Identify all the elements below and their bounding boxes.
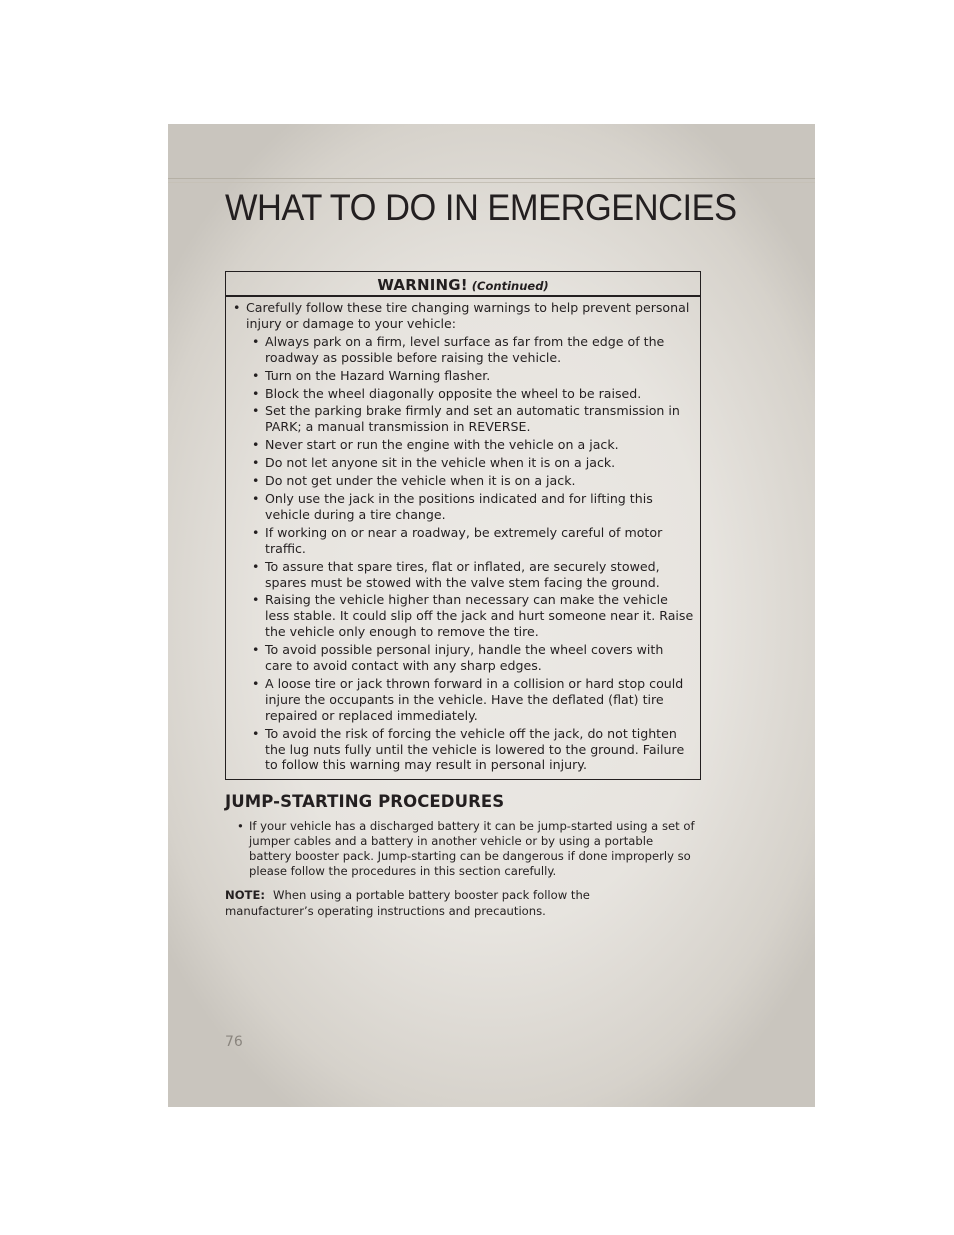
warning-item: • A loose tire or jack thrown forward in a collision or hard stop could injure the occupants in the vehicle. Have the deflated (flat) tire repaired or replaced immediately. (252, 676, 694, 724)
section-heading: JUMP-STARTING PROCEDURES (225, 792, 505, 811)
warning-header (226, 272, 700, 297)
warning-item: • Do not let anyone sit in the vehicle when it is on a jack. (252, 455, 694, 471)
warning-item: • Do not get under the vehicle when it is on a jack. (252, 473, 694, 489)
warning-item: • If working on or near a roadway, be extremely careful of motor traffic. (252, 525, 694, 557)
section-bullet-list (237, 819, 697, 879)
page-number: 76 (225, 1034, 243, 1050)
manual-page (168, 124, 815, 1107)
note-label: NOTE: (225, 888, 266, 902)
warning-item: • Never start or run the engine with the vehicle on a jack. (252, 437, 694, 453)
warning-item: • Raising the vehicle higher than necessary can make the vehicle less stable. It could slip off the jack and hurt someone near it. Raise the vehicle only enough to remove the tire. (252, 592, 694, 640)
warning-item: • Always park on a firm, level surface as far from the edge of the roadway as possible before raising the vehicle. (252, 334, 694, 366)
warning-intro-item (233, 300, 694, 773)
warning-item: • Only use the jack in the positions indicated and for lifting this vehicle during a tire change. (252, 491, 694, 523)
warning-body (226, 297, 700, 773)
header-rule-top (168, 178, 815, 179)
section-bullet: • If your vehicle has a discharged battery it can be jump-started using a set of jumper cables and a battery in another vehicle or by using a portable battery booster pack. Jump-starting can be dangerous if done improperly so please follow the procedures in this section carefully. (237, 819, 697, 879)
warning-continued-label: (Continued) (471, 279, 549, 293)
note-paragraph (225, 887, 655, 919)
warning-item: • Set the parking brake firmly and set an automatic transmission in PARK; a manual transmission in REVERSE. (252, 403, 694, 435)
warning-item: • To assure that spare tires, flat or inflated, are securely stowed, spares must be stowed with the valve stem facing the ground. (252, 559, 694, 591)
warning-sub-list (246, 334, 694, 774)
warning-item: • Block the wheel diagonally opposite the wheel to be raised. (252, 386, 694, 402)
warning-box (225, 271, 701, 780)
warning-title: WARNING! (377, 276, 468, 294)
warning-item: • To avoid the risk of forcing the vehicle off the jack, do not tighten the lug nuts fully until the vehicle is lowered to the ground. Failure to follow this warning may result in personal injury. (252, 726, 694, 774)
warning-item: • Turn on the Hazard Warning flasher. (252, 368, 694, 384)
warning-intro-text: Carefully follow these tire changing warnings to help prevent personal injury or damage to your vehicle: (246, 300, 690, 331)
note-text: When using a portable battery booster pack follow the manufacturer’s operating instructions and precautions. (225, 888, 590, 918)
page-title: WHAT TO DO IN EMERGENCIES (225, 187, 737, 228)
header-rule-bottom (168, 182, 815, 183)
warning-item: • To avoid possible personal injury, handle the wheel covers with care to avoid contact with any sharp edges. (252, 642, 694, 674)
